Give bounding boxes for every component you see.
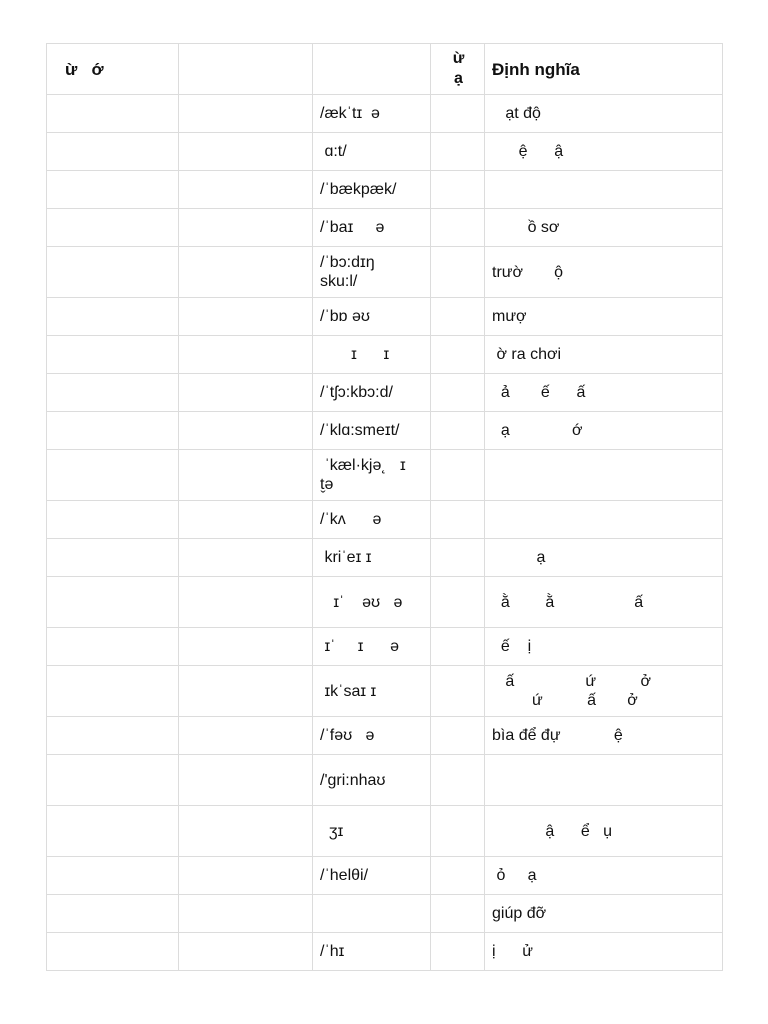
phonetic-cell: /ˈbækpæk/ (313, 171, 431, 209)
type-cell (431, 298, 485, 336)
definition-cell (485, 501, 723, 539)
type-cell (431, 412, 485, 450)
word-type-cell (179, 171, 313, 209)
word-type-cell (179, 336, 313, 374)
phonetic-cell: ʒɪ (313, 806, 431, 857)
type-cell (431, 374, 485, 412)
phonetic-cell: /ˈklɑ:smeɪt/ (313, 412, 431, 450)
type-cell (431, 577, 485, 628)
definition-cell (485, 450, 723, 501)
table-row (47, 298, 723, 336)
table-row (47, 933, 723, 971)
word-cell (47, 806, 179, 857)
word-cell (47, 336, 179, 374)
phonetic-cell: /ˈhelθi/ (313, 857, 431, 895)
table-row (47, 717, 723, 755)
word-type-cell (179, 857, 313, 895)
definition-cell: ạ ớ (485, 412, 723, 450)
definition-cell: ờ ra chơi (485, 336, 723, 374)
definition-cell: ạt độ (485, 95, 723, 133)
phonetic-cell: kriˈeɪ ɪ (313, 539, 431, 577)
word-type-cell (179, 374, 313, 412)
type-cell (431, 95, 485, 133)
word-type-cell (179, 717, 313, 755)
definition-cell: bìa để đự ệ (485, 717, 723, 755)
definition-cell: ậ ể ụ (485, 806, 723, 857)
table-row (47, 374, 723, 412)
word-type-cell (179, 95, 313, 133)
phonetic-cell (313, 895, 431, 933)
table-row (47, 336, 723, 374)
definition-cell (485, 755, 723, 806)
phonetic-cell: /ˈhɪ (313, 933, 431, 971)
table-row (47, 450, 723, 501)
type-cell (431, 450, 485, 501)
table-row (47, 666, 723, 717)
table-row (47, 171, 723, 209)
table-row (47, 209, 723, 247)
word-type-cell (179, 933, 313, 971)
definition-cell (485, 171, 723, 209)
table-row (47, 895, 723, 933)
word-cell (47, 95, 179, 133)
word-cell (47, 666, 179, 717)
phonetic-cell: ɪ ɪ (313, 336, 431, 374)
table-row (47, 247, 723, 298)
phonetic-cell: /ækˈtɪ ə (313, 95, 431, 133)
phonetic-cell: ˈkæl·kjə˛ ɪ t̬ə (313, 450, 431, 501)
word-cell (47, 501, 179, 539)
type-cell (431, 336, 485, 374)
type-cell (431, 628, 485, 666)
word-type-cell (179, 298, 313, 336)
word-cell (47, 450, 179, 501)
header-phonetic-cell (313, 44, 431, 95)
header-definition-cell: Định nghĩa (485, 44, 723, 95)
table-row (47, 806, 723, 857)
definition-cell: giúp đỡ (485, 895, 723, 933)
phonetic-cell: ɪˈ ɪ ə (313, 628, 431, 666)
word-cell (47, 577, 179, 628)
phonetic-cell: ɪˈ əʊ ə (313, 577, 431, 628)
word-type-cell (179, 628, 313, 666)
type-cell (431, 755, 485, 806)
type-cell (431, 895, 485, 933)
definition-cell: ỏ ạ (485, 857, 723, 895)
word-cell (47, 539, 179, 577)
table-row (47, 133, 723, 171)
word-cell (47, 171, 179, 209)
phonetic-cell: /ˈbɒ əʊ (313, 298, 431, 336)
phonetic-cell: /ˈbɔ:dɪŋ sku:l/ (313, 247, 431, 298)
word-type-cell (179, 577, 313, 628)
phonetic-cell: ɪkˈsaɪ ɪ (313, 666, 431, 717)
word-cell (47, 628, 179, 666)
phonetic-cell: ɑ:t/ (313, 133, 431, 171)
word-type-cell (179, 755, 313, 806)
word-cell (47, 412, 179, 450)
table-row (47, 539, 723, 577)
table-header-row (47, 44, 723, 95)
phonetic-cell: /'gri:nhaʊ (313, 755, 431, 806)
table-row (47, 412, 723, 450)
definition-cell: trườ ộ (485, 247, 723, 298)
phonetic-cell: /ˈkʌ ə (313, 501, 431, 539)
definition-cell: ạ (485, 539, 723, 577)
table-row (47, 501, 723, 539)
type-cell (431, 501, 485, 539)
type-cell (431, 666, 485, 717)
word-type-cell (179, 133, 313, 171)
type-cell (431, 209, 485, 247)
definition-cell: ị ử (485, 933, 723, 971)
table-row (47, 857, 723, 895)
phonetic-cell: /ˈbaɪ ə (313, 209, 431, 247)
type-cell (431, 806, 485, 857)
word-type-cell (179, 806, 313, 857)
type-cell (431, 857, 485, 895)
word-cell (47, 857, 179, 895)
word-type-cell (179, 501, 313, 539)
word-type-cell (179, 539, 313, 577)
phonetic-cell: /ˈfəʊ ə (313, 717, 431, 755)
header-type-cell: ừ ạ (431, 44, 485, 95)
table-row (47, 628, 723, 666)
word-type-cell (179, 450, 313, 501)
word-type-cell (179, 209, 313, 247)
word-cell (47, 374, 179, 412)
word-type-cell (179, 895, 313, 933)
type-cell (431, 933, 485, 971)
definition-cell: ế ị (485, 628, 723, 666)
word-cell (47, 933, 179, 971)
word-cell (47, 298, 179, 336)
table-row (47, 577, 723, 628)
phonetic-cell: /ˈtʃɔ:kbɔ:d/ (313, 374, 431, 412)
definition-cell: ấ ứ ở ứ ấ ở (485, 666, 723, 717)
definition-cell: ằ ằ ấ (485, 577, 723, 628)
table-row (47, 755, 723, 806)
word-type-cell (179, 412, 313, 450)
word-cell (47, 247, 179, 298)
definition-cell: ệ ậ (485, 133, 723, 171)
type-cell (431, 133, 485, 171)
definition-cell: mượ (485, 298, 723, 336)
type-cell (431, 171, 485, 209)
header-word-type-cell (179, 44, 313, 95)
type-cell (431, 717, 485, 755)
word-cell (47, 717, 179, 755)
definition-cell: ả ế ấ (485, 374, 723, 412)
table-row (47, 95, 723, 133)
word-cell (47, 895, 179, 933)
word-cell (47, 755, 179, 806)
word-cell (47, 133, 179, 171)
vocabulary-table-body (47, 44, 723, 971)
word-type-cell (179, 247, 313, 298)
definition-cell: ồ sơ (485, 209, 723, 247)
type-cell (431, 247, 485, 298)
word-type-cell (179, 666, 313, 717)
type-cell (431, 539, 485, 577)
vocabulary-table (46, 43, 723, 971)
header-word-cell: ừ ớ (47, 44, 179, 95)
word-cell (47, 209, 179, 247)
